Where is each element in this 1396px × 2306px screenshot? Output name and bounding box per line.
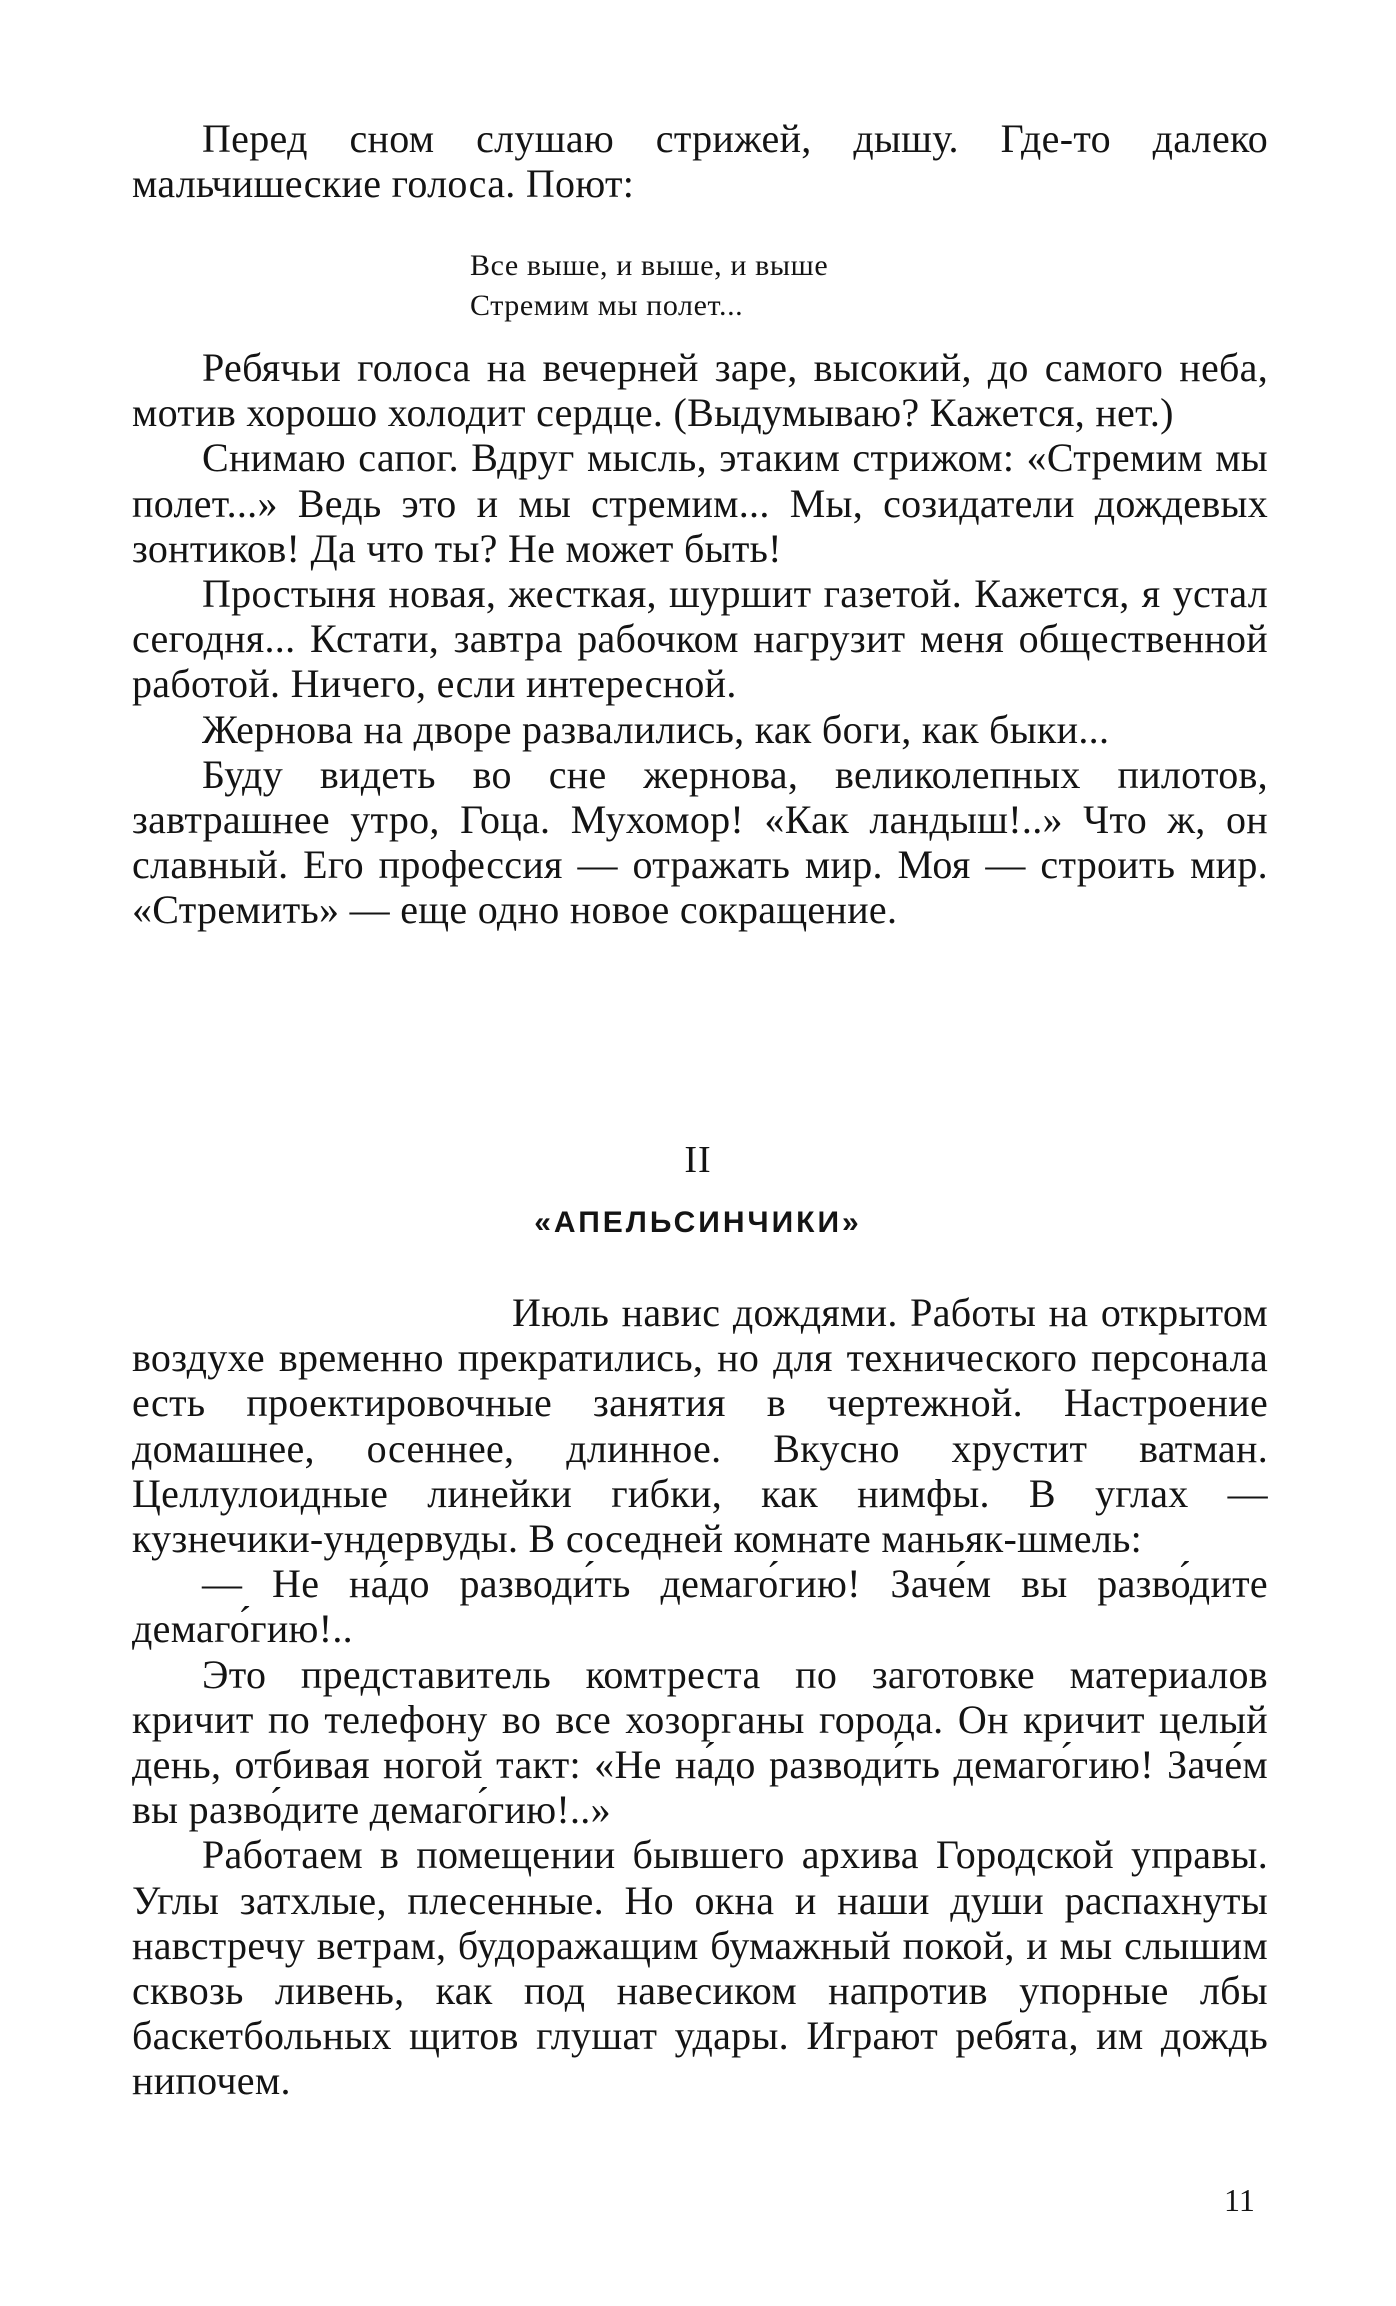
paragraph: Снимаю сапог. Вдруг мысль, этаким стрижом: «Стремим мы полет...» Ведь это и мы стремим... Мы, созидатели дождевых зонтиков! Да что ты? Не может быть! [132,435,1268,571]
page-number: 11 [1224,2182,1255,2218]
chapter-paragraph-block [132,1290,1268,2104]
opening-paragraph-block [132,116,1268,206]
dialogue-line: — Не на́до разводи́ть демаго́гию! Заче́м вы разво́дите демаго́гию!.. [132,1561,1268,1652]
section-title: «АПЕЛЬСИНЧИКИ» [534,1206,862,1239]
paragraph: Работаем в помещении бывшего архива Городской управы. Углы затхлые, плесенные. Но окна и наши души распахнуты навстречу ветрам, будоражащим бумажный покой, и мы слышим сквозь ливень, как под навесиком напротив упорные лбы баскетбольных щитов глушат удары. Играют ребята, им дождь нипочем. [132,1832,1268,2104]
poem-line: Стремим мы полет... [470,289,744,322]
paragraph: Простыня новая, жесткая, шуршит газетой. Кажется, я устал сегодня... Кстати, завтра рабочком нагрузит меня общественной работой. Ничего, если интересной. [132,571,1268,707]
paragraph: Ребячьи голоса на вечерней заре, высокий, до самого неба, мотив хорошо холодит сердце. (Выдумываю? Кажется, нет.) [132,345,1268,436]
paragraph: Июль навис дождями. Работы на открытом воздухе временно прекратились, но для технического персонала есть проектировочные занятия в чертежной. Настроение домашнее, осеннее, длинное. Вкусно хрустит ватман. Целлулоидные линейки гибки, как нимфы. В углах — кузнечики-ундервуды. В соседней комнате маньяк-шмель: [132,1290,1268,1562]
paragraph: Это представитель комтреста по заготовке материалов кричит по телефону во все хозорганы города. Он кричит целый день, отбивая ногой такт: «Не на́до разводи́ть демаго́гию! Заче́м вы разво́дите демаго́гию!..» [132,1651,1268,1833]
main-paragraph-block [132,345,1268,933]
poem-line: Все выше, и выше, и выше [470,249,829,282]
section-number: II [684,1139,712,1181]
paragraph: Перед сном слушаю стрижей, дышу. Где-то далеко мальчишеские голоса. Поют: [132,116,1268,207]
paragraph: Буду видеть во сне жернова, великолепных пилотов, завтрашнее утро, Гоца. Мухомор! «Как ландыш!..» Что ж, он славный. Его профессия — отражать мир. Моя — строить мир. «Стремить» — еще одно новое сокращение. [132,751,1268,933]
poem-quote [470,246,828,326]
paragraph: Жернова на дворе развалились, как боги, как быки... [202,706,1110,752]
